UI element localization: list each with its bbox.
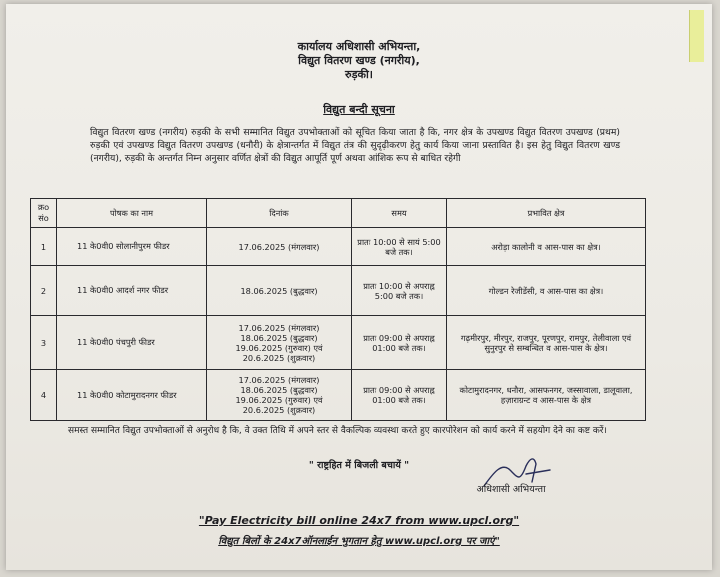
row-date: 19.06.2025 (गुरुवार) एवं bbox=[235, 395, 323, 405]
table-row bbox=[31, 370, 646, 421]
row-time: प्रातः 09:00 से अपराह्न 01:00 बजे तक। bbox=[352, 316, 447, 370]
notice-title bbox=[6, 102, 712, 117]
row-date: 17.06.2025 (मंगलवार) bbox=[238, 322, 320, 333]
pay-online-english: "Pay Electricity bill online 24x7 from www.upcl.org" bbox=[198, 514, 520, 527]
header-feeder: पोषक का नाम bbox=[57, 199, 207, 228]
row-date-cell bbox=[207, 370, 352, 421]
header-date: दिनांक bbox=[207, 199, 352, 228]
row-area: कोटामुरादनगर, धनौरा, आसफनगर, जस्सावाला, डालूवाला, हज़ाराग्रन्ट व आस-पास के क्षेत्र bbox=[447, 370, 646, 421]
row-date: 19.06.2025 (गुरुवार) एवं bbox=[235, 342, 323, 353]
table-header-row bbox=[31, 199, 646, 228]
row-sno: 3 bbox=[31, 316, 57, 370]
signatory-title: अधिशासी अभियन्ता bbox=[476, 484, 546, 495]
table-row bbox=[31, 316, 646, 370]
row-date: 17.06.2025 (मंगलवार) bbox=[238, 241, 320, 252]
row-area: अरोड़ा कालोनी व आस-पास का क्षेत्र। bbox=[447, 228, 646, 266]
pay-online-hindi: विद्युत बिलों के 24x7ऑनलाईन भुगतान हेतु www.upcl.org पर जाएं" bbox=[218, 536, 500, 547]
row-feeder: 11 के0वी0 सोलानीपुरम फीडर bbox=[57, 228, 207, 266]
office-line-3: रुड़की। bbox=[345, 68, 373, 81]
row-feeder: 11 के0वी0 आदर्श नगर फीडर bbox=[57, 266, 207, 316]
row-sno: 1 bbox=[31, 228, 57, 266]
closing-paragraph: समस्त सम्मानित विद्युत उपभोक्ताओं से अनुरोध है कि, वे उक्त तिथि में अपने स्तर से वैकल्पिक व्यवस्था करते हुए कारपोरेशन को कार्य करने में सहयोग देने का कष्ट करें। bbox=[68, 426, 607, 436]
row-date: 18.06.2025 (बुद्धवार) bbox=[240, 285, 318, 296]
row-area: गोल्डन रेजीडेंसी, व आस-पास का क्षेत्र। bbox=[447, 266, 646, 316]
header-area: प्रभावित क्षेत्र bbox=[447, 199, 646, 228]
row-sno: 4 bbox=[31, 370, 57, 421]
row-feeder: 11 के0वी0 कोटामुरादनगर फीडर bbox=[57, 370, 207, 421]
row-sno: 2 bbox=[31, 266, 57, 316]
table-row bbox=[31, 266, 646, 316]
office-line-2: विद्युत वितरण खण्ड (नगरीय), bbox=[298, 54, 420, 67]
notice-document bbox=[6, 4, 712, 570]
row-date-cell bbox=[207, 228, 352, 266]
row-time: प्रातः 09:00 से अपराह्न 01:00 बजे तक। bbox=[352, 370, 447, 421]
row-time: प्रातः 10:00 से सायं 5:00 बजे तक। bbox=[352, 228, 447, 266]
row-date: 17.06.2025 (मंगलवार) bbox=[238, 375, 320, 385]
row-time: प्रातः 10:00 से अपराह्न 5:00 बजे तक। bbox=[352, 266, 447, 316]
intro-paragraph: विद्युत वितरण खण्ड (नगरीय) रुड़की के सभी सम्मानित विद्युत उपभोक्ताओं को सूचित किया जाता है कि, नगर क्षेत्र के उपखण्ड विद्युत वितरण उपखण्ड (प्रथम) रुड़की एवं उपखण्ड विद्युत वितरण उपखण्ड (धनौरी) के क्षेत्रान्तर्गत में विद्युत तंत्र की सुदृढ़ीकरण हेतु कार्य किया जाना प्रस्तावित है। इस हेतु विद्युत वितरण खण्ड (नगरीय), रुड़की के अन्तर्गत निम्न अनुसार वर्णित क्षेत्रों की विद्युत आपूर्ति पूर्ण अथवा आंशिक रूप से बाधित रहेगी bbox=[90, 127, 620, 164]
notice-title-text: विद्युत बन्दी सूचना bbox=[323, 103, 395, 116]
table-row bbox=[31, 228, 646, 266]
header-sno: क्रo संo bbox=[31, 199, 57, 228]
row-feeder: 11 के0वी0 पंचपुरी फीडर bbox=[57, 316, 207, 370]
slogan-text: " राष्ट्रहित में बिजली बचायें " bbox=[308, 460, 410, 471]
row-area: गढ़मीरपुर, मीरपुर, राजपुर, पूरणपुर, रामपुर, तेलीवाला एवं सुनुरपुर से सम्बन्धित व आस-पास के क्षेत्र। bbox=[447, 316, 646, 370]
row-date-cell bbox=[207, 266, 352, 316]
outage-schedule-table bbox=[30, 198, 646, 421]
office-line-1: कार्यालय अधिशासी अभियन्ता, bbox=[297, 40, 421, 53]
row-date: 20.6.2025 (शुक्रवार) bbox=[242, 405, 316, 415]
row-date-cell bbox=[207, 316, 352, 370]
row-date: 20.6.2025 (शुक्रवार) bbox=[242, 352, 316, 363]
row-date: 18.06.2025 (बुद्धवार) bbox=[240, 332, 318, 343]
header-time: समय bbox=[352, 199, 447, 228]
row-date: 18.06.2025 (बुद्धवार) bbox=[240, 385, 318, 395]
